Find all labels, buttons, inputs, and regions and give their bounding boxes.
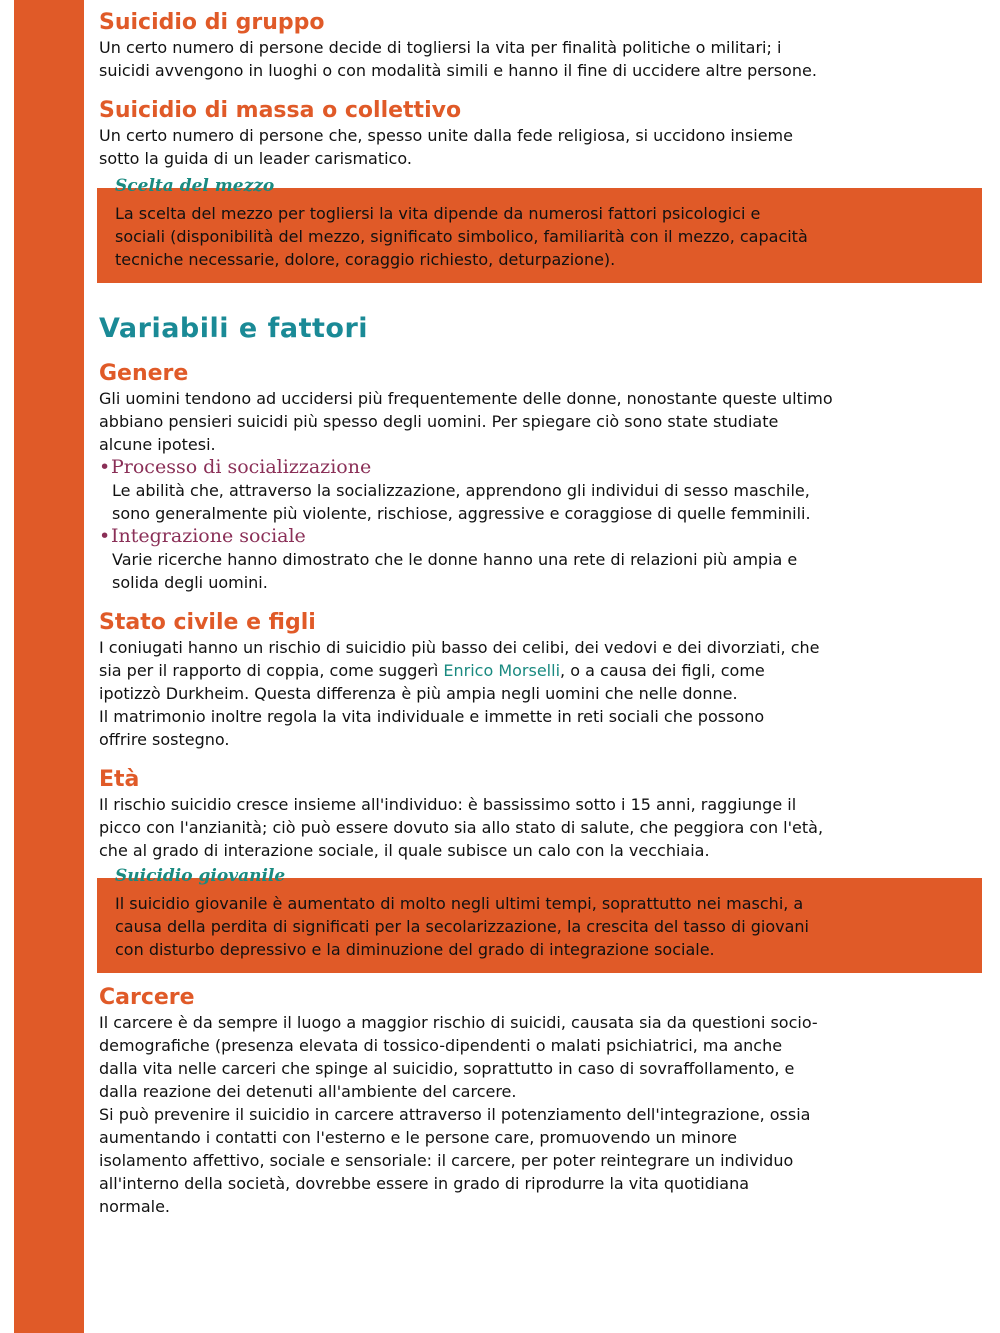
text-line: Il carcere è da sempre il luogo a maggior rischio di suicidi, causata sia da questioni socio- xyxy=(99,1013,818,1032)
text-line: ipotizzò Durkheim. Questa differenza è più ampia negli uomini che nelle donne. xyxy=(99,684,738,703)
heading-stato-civile: Stato civile e figli xyxy=(99,610,316,635)
left-margin-band xyxy=(14,0,84,1333)
callout-label: Scelta del mezzo xyxy=(115,176,275,196)
text-line: sociali (disponibilità del mezzo, significato simbolico, familiarità con il mezzo, capacità xyxy=(115,227,808,246)
text-line: Un certo numero di persone decide di togliersi la vita per finalità politiche o militari; i xyxy=(99,38,782,57)
text-line: sono generalmente più violente, rischiose, aggressive e coraggiose di quelle femminili. xyxy=(112,504,811,523)
text-line: suicidi avvengono in luoghi o con modalità simili e hanno il fine di uccidere altre persone. xyxy=(99,61,817,80)
heading-suicidio-massa: Suicidio di massa o collettivo xyxy=(99,98,462,123)
text-line: solida degli uomini. xyxy=(112,573,268,592)
text-line: causa della perdita di significati per la secolarizzazione, la crescita del tasso di giovani xyxy=(115,917,809,936)
bullet-dot: • xyxy=(99,525,111,547)
heading-carcere: Carcere xyxy=(99,985,195,1010)
text-line: sotto la guida di un leader carismatico. xyxy=(99,149,412,168)
text-line: Le abilità che, attraverso la socializzazione, apprendono gli individui di sesso maschile, xyxy=(112,481,810,500)
text-line: Il suicidio giovanile è aumentato di molto negli ultimi tempi, soprattutto nei maschi, a xyxy=(115,894,804,913)
text-line: Si può prevenire il suicidio in carcere attraverso il potenziamento dell'integrazione, ossia xyxy=(99,1105,811,1124)
text-line: alcune ipotesi. xyxy=(99,435,216,454)
callout-suicidio-giovanile xyxy=(97,866,982,973)
text-line: Varie ricerche hanno dimostrato che le donne hanno una rete di relazioni più ampia e xyxy=(112,550,798,569)
heading-suicidio-gruppo: Suicidio di gruppo xyxy=(99,10,325,35)
text-line: tecniche necessarie, dolore, coraggio richiesto, deturpazione). xyxy=(115,250,616,269)
heading-genere: Genere xyxy=(99,361,189,386)
text-span: , o a causa dei figli, come xyxy=(560,661,765,680)
heading-eta: Età xyxy=(99,767,140,792)
bullet-label: Processo di socializzazione xyxy=(111,456,372,478)
text-line: Un certo numero di persone che, spesso unite dalla fede religiosa, si uccidono insieme xyxy=(99,126,793,145)
text-line: demografiche (presenza elevata di tossico-dipendenti o malati psichiatrici, ma anche xyxy=(99,1036,783,1055)
callout-label: Suicidio giovanile xyxy=(115,866,286,886)
text-line xyxy=(99,659,985,682)
page-content xyxy=(99,10,985,1218)
text-line: La scelta del mezzo per togliersi la vita dipende da numerosi fattori psicologici e xyxy=(115,204,761,223)
callout-scelta-mezzo xyxy=(97,176,982,283)
bullet-heading xyxy=(99,456,985,479)
section-title-variabili: Variabili e fattori xyxy=(99,313,369,344)
text-span: sia per il rapporto di coppia, come suggerì xyxy=(99,661,444,680)
text-line: I coniugati hanno un rischio di suicidio più basso dei celibi, dei vedovi e dei divorziati, che xyxy=(99,638,820,657)
callout-body xyxy=(97,188,982,283)
text-line: aumentando i contatti con l'esterno e le persone care, promuovendo un minore xyxy=(99,1128,737,1147)
text-line: Il matrimonio inoltre regola la vita individuale e immette in reti sociali che possono xyxy=(99,707,765,726)
bullet-label: Integrazione sociale xyxy=(111,525,306,547)
author-name: Enrico Morselli xyxy=(443,661,561,680)
text-line: con disturbo depressivo e la diminuzione del grado di integrazione sociale. xyxy=(115,940,715,959)
text-line: dalla vita nelle carceri che spinge al suicidio, soprattutto in caso di sovraffollamento, e xyxy=(99,1059,795,1078)
text-line: isolamento affettivo, sociale e sensoriale: il carcere, per poter reintegrare un individuo xyxy=(99,1151,794,1170)
callout-body xyxy=(97,878,982,973)
text-line: dalla reazione dei detenuti all'ambiente del carcere. xyxy=(99,1082,517,1101)
text-line: Gli uomini tendono ad uccidersi più frequentemente delle donne, nonostante queste ultimo xyxy=(99,389,833,408)
text-line: che al grado di interazione sociale, il quale subisce un calo con la vecchiaia. xyxy=(99,841,710,860)
bullet-dot: • xyxy=(99,456,111,478)
text-line: abbiano pensieri suicidi più spesso degli uomini. Per spiegare ciò sono state studiate xyxy=(99,412,779,431)
text-line: Il rischio suicidio cresce insieme all'individuo: è bassissimo sotto i 15 anni, raggiunge il xyxy=(99,795,797,814)
bullet-heading xyxy=(99,525,985,548)
text-line: picco con l'anzianità; ciò può essere dovuto sia allo stato di salute, che peggiora con l'età, xyxy=(99,818,824,837)
text-line: all'interno della società, dovrebbe essere in grado di riprodurre la vita quotidiana xyxy=(99,1174,750,1193)
text-line: normale. xyxy=(99,1197,170,1216)
text-line: offrire sostegno. xyxy=(99,730,230,749)
